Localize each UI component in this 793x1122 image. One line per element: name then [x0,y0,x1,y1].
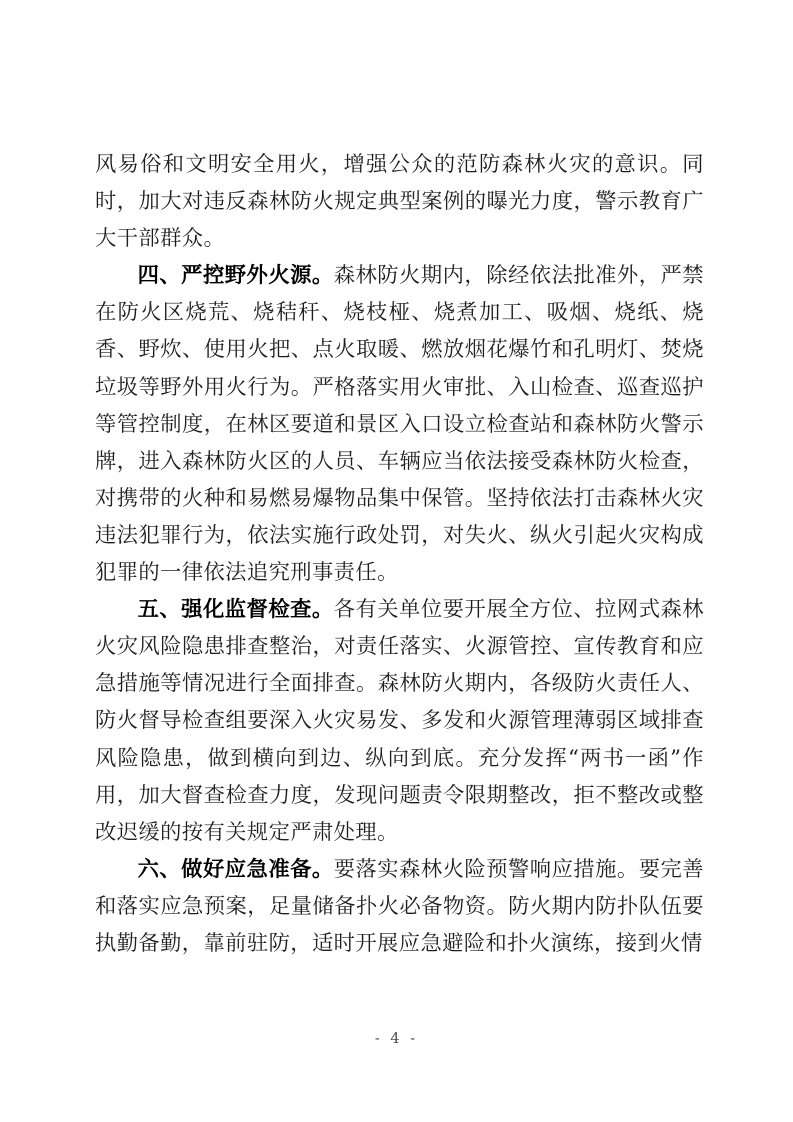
section-heading: 六、做好应急准备。 [137,856,334,882]
paragraph [95,591,704,851]
paragraph [95,146,704,257]
document-body [95,146,704,962]
paragraph-text: 森林防火期内，除经依法批准外，严禁在防火区烧荒、烧秸秆、烧枝桠、烧煮加工、吸烟、烧纸、烧香、野炊、使用火把、点火取暖、燃放烟花爆竹和孔明灯、焚烧垃圾等野外用火行为。严格落实用火审批、入山检查、巡查巡护等管控制度，在林区要道和景区入口设立检查站和森林防火警示牌，进入森林防火区的人员、车辆应当依法接受森林防火检查，对携带的火种和易燃易爆物品集中保管。坚持依法打击森林火灾违法犯罪行为，依法实施行政处罚，对失火、纵火引起火灾构成犯罪的一律依法追究刑事责任。 [95,263,704,586]
paragraph-text: 风易俗和文明安全用火，增强公众的范防森林火灾的意识。同时，加大对违反森林防火规定典型案例的曝光力度，警示教育广大干部群众。 [95,152,704,252]
section-heading: 五、强化监督检查。 [137,597,334,623]
paragraph [95,851,704,962]
section-heading: 四、严控野外火源。 [137,263,334,289]
paragraph [95,257,704,591]
paragraph-text: 要落实森林火险预警响应措施。要完善和落实应急预案，足量储备扑火必备物资。防火期内防扑队伍要执勤备勤，靠前驻防，适时开展应急避险和扑火演练，接到火情 [95,856,704,956]
paragraph-text: 各有关单位要开展全方位、拉网式森林火灾风险隐患排查整治，对责任落实、火源管控、宣传教育和应急措施等情况进行全面排查。森林防火期内，各级防火责任人、防火督导检查组要深入火灾易发、多发和火源管理薄弱区域排查风险隐患，做到横向到边、纵向到底。充分发挥“两书一函”作用，加大督查检查力度，发现问题责令限期整改，拒不整改或整改迟缓的按有关规定严肃处理。 [95,597,704,845]
page-number: - 4 - [374,1031,419,1047]
